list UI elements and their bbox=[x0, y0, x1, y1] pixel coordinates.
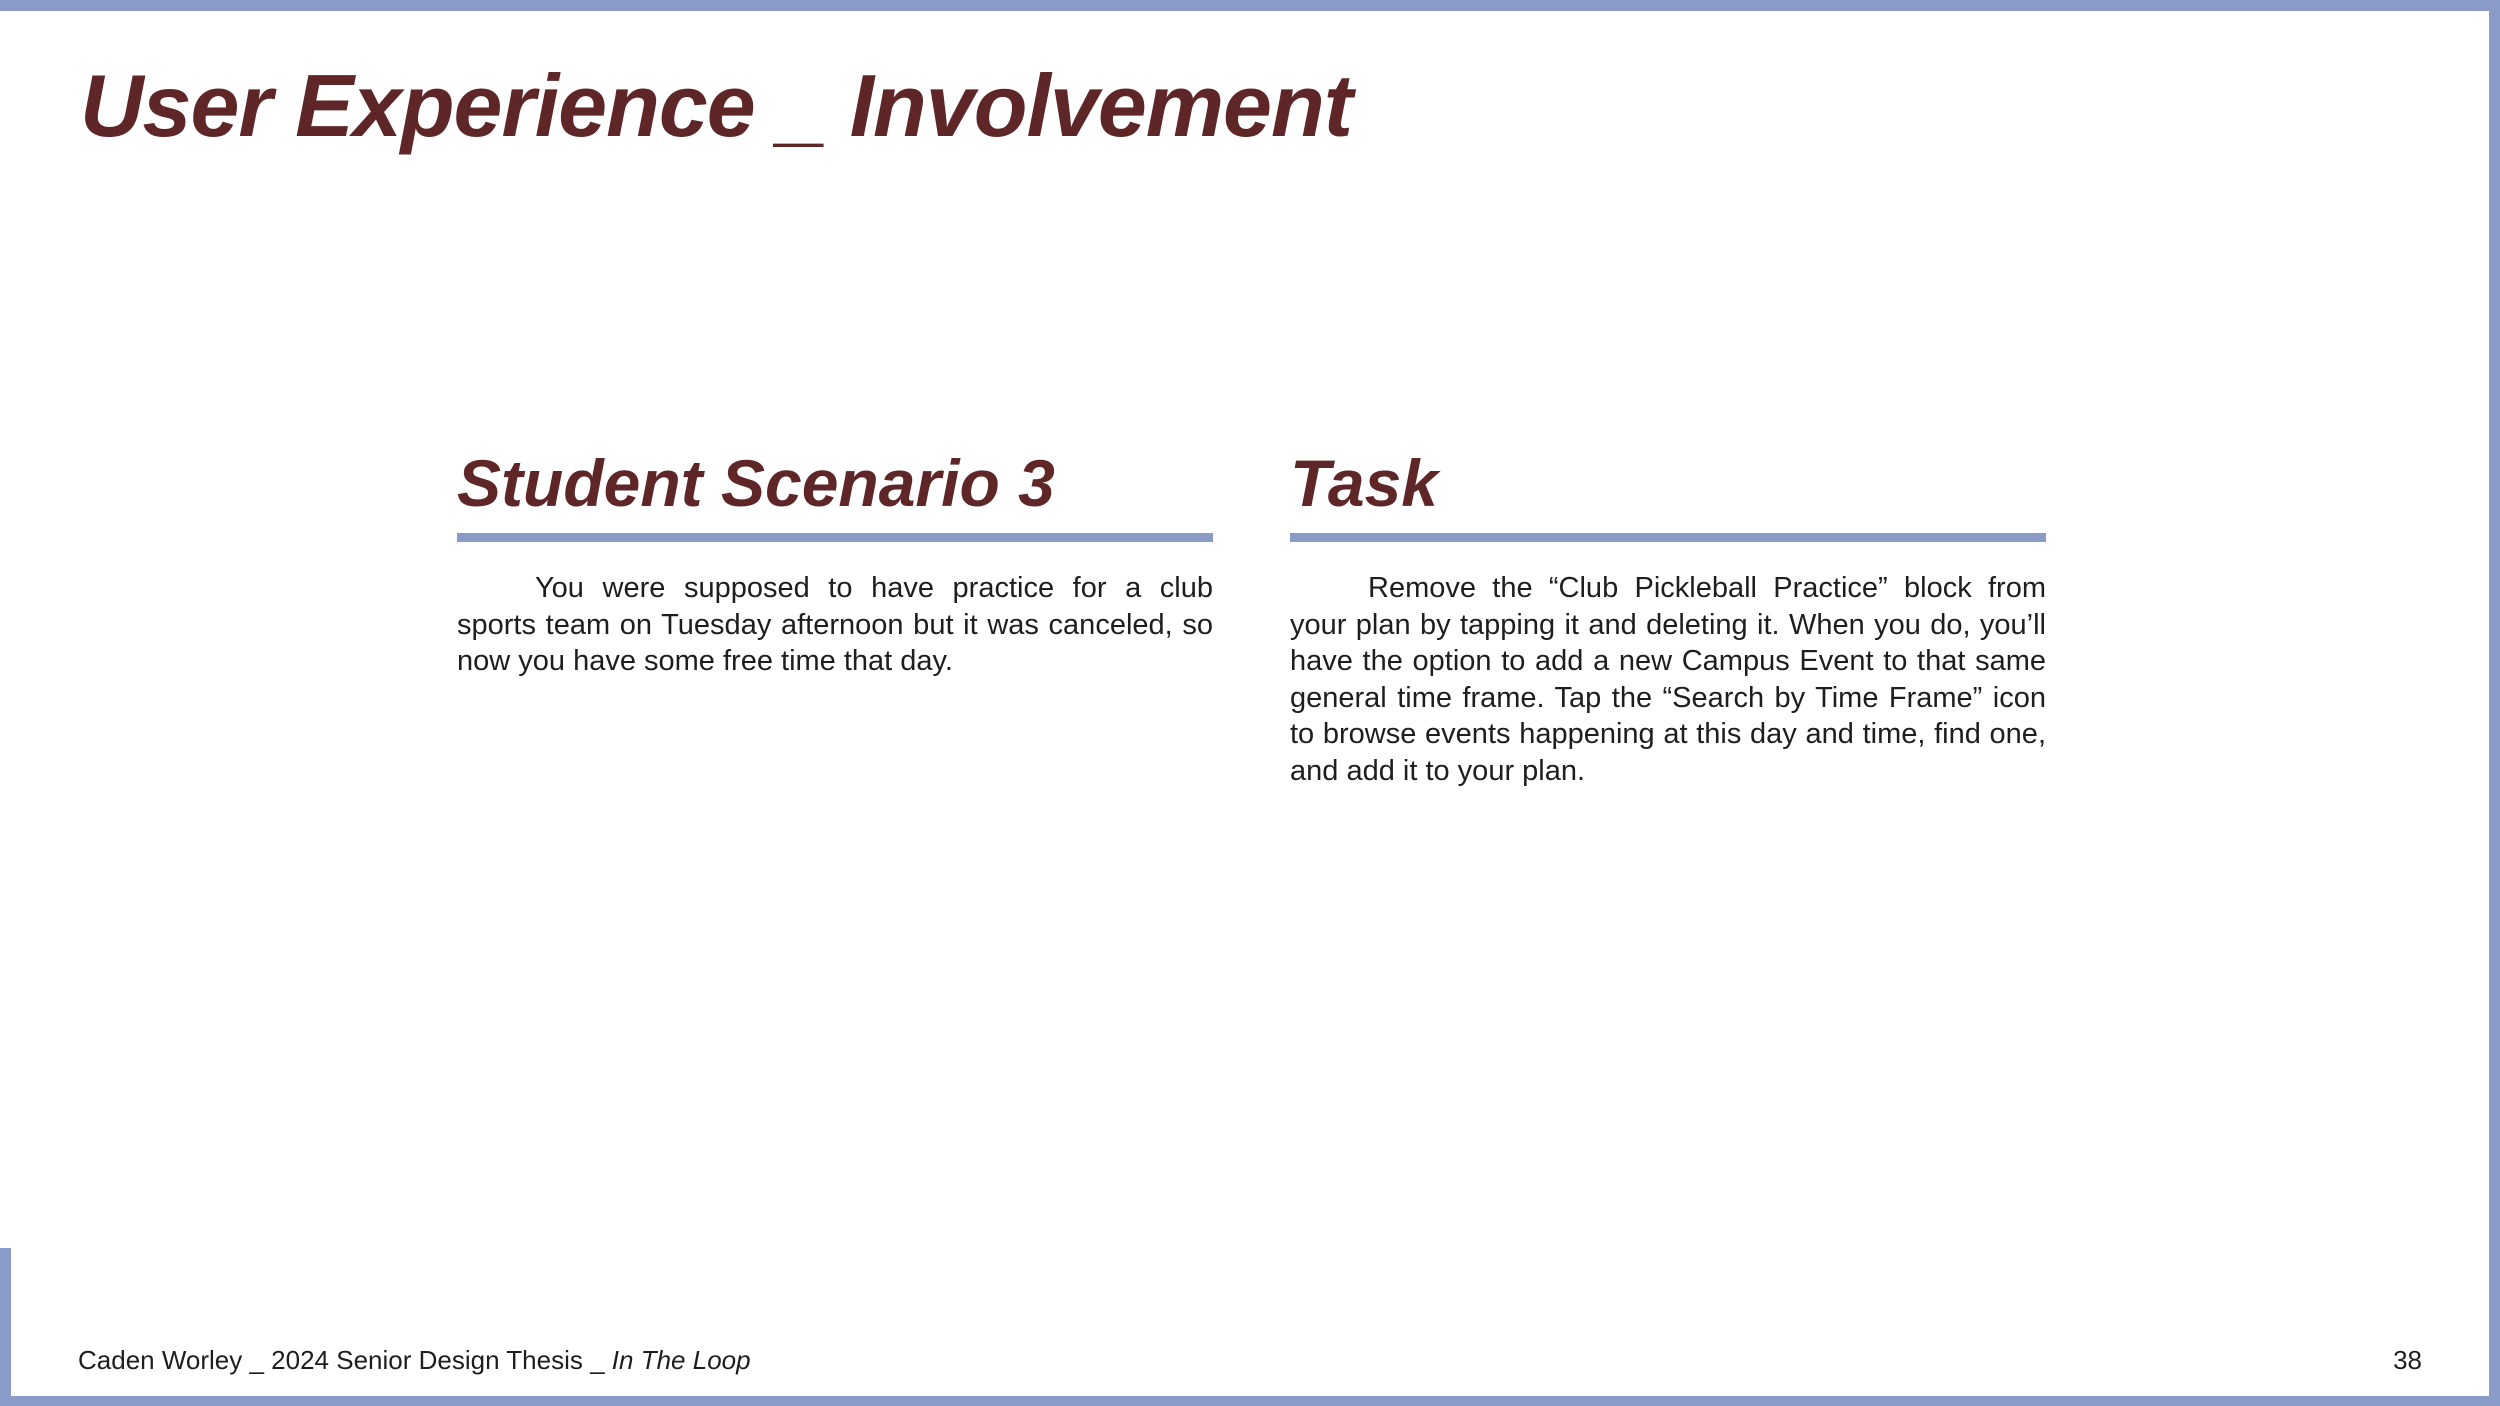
footer-project-name: In The Loop bbox=[611, 1345, 751, 1375]
frame-right-border bbox=[2489, 0, 2500, 1406]
footer-credit bbox=[78, 1345, 751, 1376]
task-body: Remove the “Club Pickleball Practice” block from your plan by tapping it and deleting it. When you do, you’ll have the option to add a new Campus Event to that same general time frame. Tap the “Search by Time Frame” icon to browse events happening at this day and time, find one, and add it to your plan. bbox=[1290, 572, 2046, 787]
frame-top-border bbox=[0, 0, 2500, 11]
footer-author-thesis: Caden Worley _ 2024 Senior Design Thesis _ bbox=[78, 1345, 612, 1375]
task-heading: Task bbox=[1290, 446, 1438, 520]
scenario-body: You were supposed to have practice for a club sports team on Tuesday afternoon but it was canceled, so now you have some free time that day. bbox=[457, 572, 1213, 677]
frame-left-accent bbox=[0, 1248, 11, 1406]
page-number: 38 bbox=[2393, 1345, 2422, 1375]
task-column bbox=[1290, 446, 2046, 789]
scenario-heading: Student Scenario 3 bbox=[457, 446, 1055, 520]
page-title: User Experience _ Involvement bbox=[80, 56, 1353, 155]
scenario-column bbox=[457, 446, 1213, 680]
frame-bottom-border bbox=[0, 1396, 2500, 1406]
task-divider bbox=[1290, 533, 2046, 542]
scenario-divider bbox=[457, 533, 1213, 542]
